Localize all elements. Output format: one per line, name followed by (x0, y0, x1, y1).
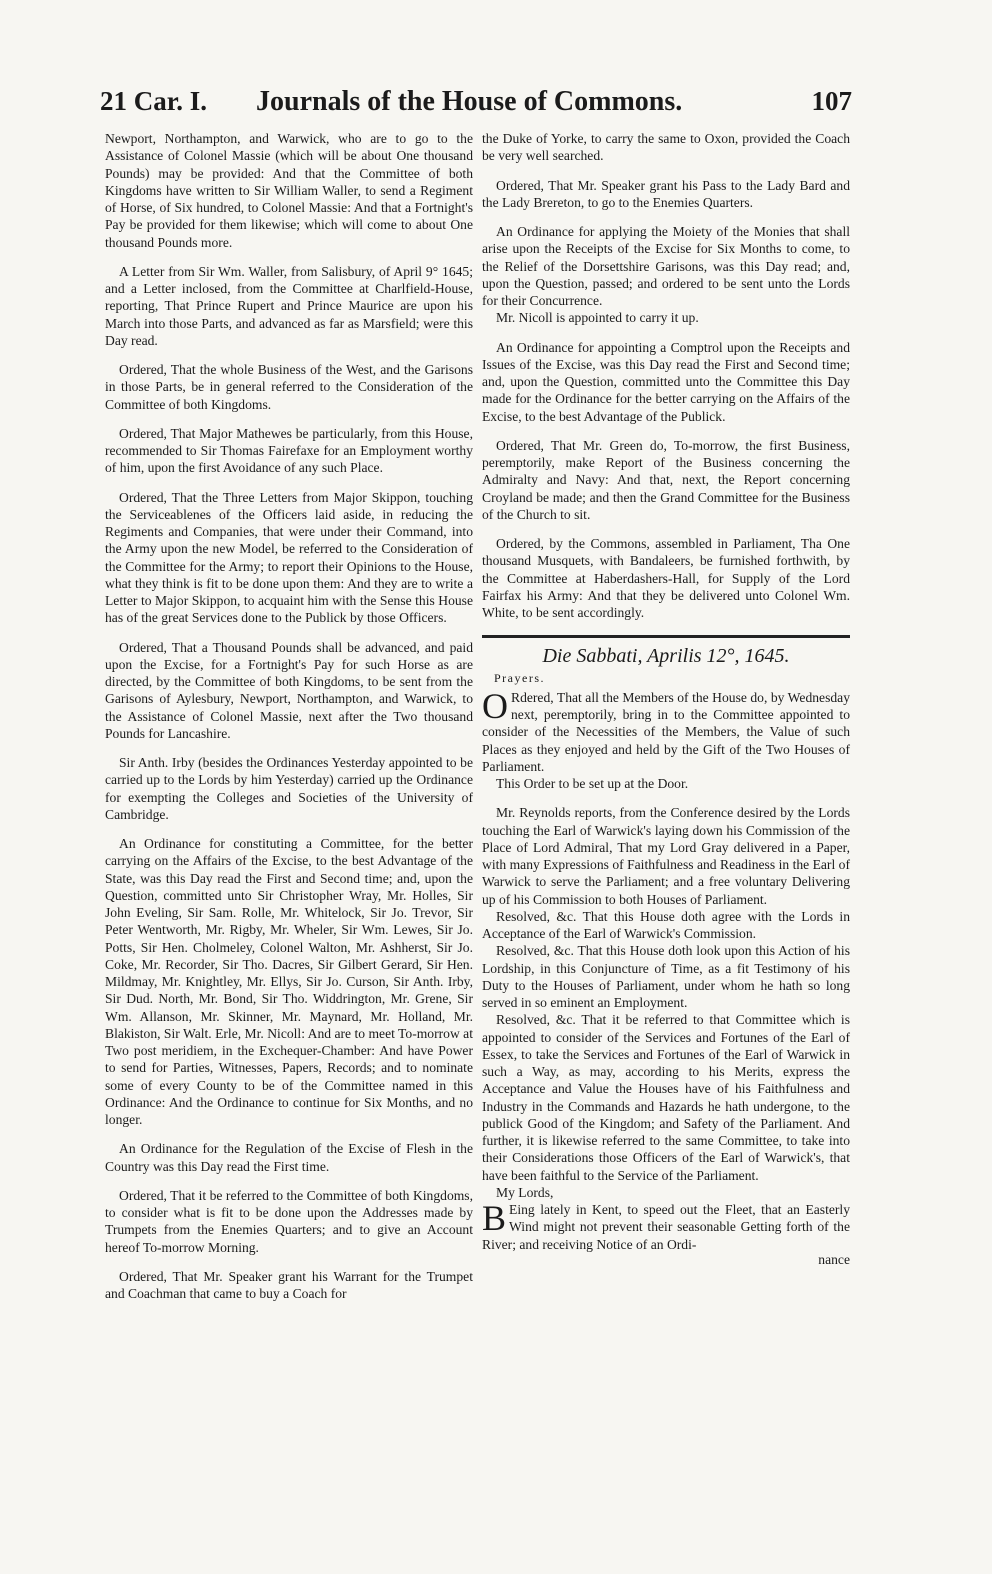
paragraph-text: Rdered, That all the Members of the House do, by Wednesday next, peremptorily, bring in to the Committee appointed to consider of the Necessities of the Members, the Value of such Places as they enjoyed and held by the Gift of the Two Houses of Parliament. (482, 689, 850, 774)
paragraph: Newport, Northampton, and Warwick, who are to go to the Assistance of Colonel Massie (which will be about One thousand Pounds) may be provided: And that the Committee of both Kingdoms have written to Sir William Waller, to send a Regiment of Horse, of Six hundred, to Colonel Massie: And that a Fortnight's Pay be provided for them likewise; which will come to about One thousand Pounds more. (105, 131, 473, 250)
page-number: 107 (811, 86, 852, 116)
letter-salutation: My Lords, (496, 1184, 554, 1200)
paragraph: Ordered, That Major Mathewes be particularly, from this House, recommended to Sir Thomas Fairefaxe for an Employment worthy of him, upon the first Avoidance of any such Place. (105, 425, 473, 476)
paragraph: An Ordinance for applying the Moiety of the Monies that shall arise upon the Receipts of the Excise for Six Months to come, to the Relief of the Dorsettshire Garisons, was this Day read; and, upon the Question, passed; and ordered to be sent unto the Lords for their Concurrence. (482, 224, 850, 308)
paragraph: Sir Anth. Irby (besides the Ordinances Yesterday appointed to be carried up to the Lords by him Yesterday) carried up the Ordinance for exempting the Colleges and Societies of the University of Cambridge. (105, 755, 473, 822)
page-header (100, 86, 852, 128)
paragraph: A Letter from Sir Wm. Waller, from Salisbury, of April 9° 1645; and a Letter inclosed, from the Committee at Charlfield-House, reporting, That Prince Rupert and Prince Maurice are upon his March into those Parts, and advanced as far as Marsfield; were this Day read. (105, 263, 473, 348)
paragraph: An Ordinance for the Regulation of the Excise of Flesh in the Country was this Day read the First time. (105, 1141, 473, 1174)
right-column (482, 130, 850, 1268)
paragraph: Ordered, by the Commons, assembled in Parliament, Tha One thousand Musquets, with Bandaleers, be furnished forthwith, by the Committee at Haberdashers-Hall, for Supply of the Lord Fairfax his Army: And that they be delivered unto Colonel Wm. White, to be sent accordingly. (482, 536, 850, 620)
section-divider (482, 635, 850, 638)
drop-capital: O (482, 685, 508, 726)
paragraph: An Ordinance for constituting a Committee, for the better carrying on the Affairs of the Excise, to the best Advantage of the State, was this Day read the First and Second time; and, upon the Question, committed unto Sir Christopher Wray, Mr. Holles, Sir John Eveling, Sir Sam. Rolle, Mr. Whitelock, Sir Jo. Trevor, Sir Peter Wentworth, Mr. Rigby, Mr. Wheler, Sir Wm. Lewes, Sir Jo. Potts, Sir Hen. Cholmeley, Colonel Walton, Mr. Ashherst, Sir Jo. Coke, Mr. Recorder, Sir Tho. Dacres, Sir Gilbert Gerard, Sir Hen. Mildmay, Mr. Knightley, Mr. Ellys, Sir Jo. Curson, Sir Anth. Irby, Sir Dud. North, Mr. Bond, Sir Tho. Widdrington, Mr. Grene, Sir Wm. Allanson, Mr. Skinner, Mr. Maynard, Mr. Holland, Mr. Blakiston, Sir Walt. Erle, Mr. Nicoll: And are to meet To-morrow at Two post meridiem, in the Exchequer-Chamber: And have Power to send for Parties, Witnesses, Papers, Records; and to nominate some of every County to be of the Committee named in this Ordinance: And the Ordinance to continue for Six Months, and no longer. (105, 836, 473, 1127)
paragraph: Ordered, That the Three Letters from Major Skippon, touching the Serviceablenes of the Officers laid aside, in reducing the Regiments and Companies, that were under their Command, into the Army upon the new Model, be referred to the Consideration of the Committee for the Army; to report their Opinions to the House, what they think is fit to be done upon them: And they are to write a Letter to Major Skippon, to acquaint him with the Sense this House has of the great Services done to the Publick by those Officers. (105, 489, 473, 626)
drop-capital: B (482, 1198, 507, 1238)
paragraph: Ordered, That a Thousand Pounds shall be advanced, and paid upon the Excise, for a Fortnight's Pay for such Horse as are directed, by the Committee of both Kingdoms, to be sent from the Garisons of Aylesbury, Newport, Northampton, and Warwick, to the Assistance of Colonel Massie, next after the Two thousand Pounds for Lancashire. (105, 639, 473, 741)
paragraph: Mr. Reynolds reports, from the Conference desired by the Lords touching the Earl of Warwick's laying down his Commission of the Place of Lord Admiral, That my Lord Gray delivered in a Paper, with many Expressions of Faithfulness and Readiness in the Earl of Warwick to serve the Parliament; and a free voluntary Delivering up of his Commission to both Houses of Parliament. (482, 805, 850, 907)
paragraph: Ordered, That it be referred to the Committee of both Kingdoms, to consider what is fit to be done upon the Addresses made by Trumpets from the Enemies Quarters; and to give an Account hereof To-morrow Morning. (105, 1187, 473, 1255)
journal-title: Journals of the House of Commons. (256, 86, 683, 117)
paragraph (482, 1198, 850, 1253)
paragraph-text: Eing lately in Kent, to speed out the Fleet, that an Easterly Wind might not prevent their seasonable Getting forth of the River; and receiving Notice of an Ordi- (482, 1202, 850, 1252)
paragraph: Resolved, &c. That this House doth look upon this Action of his Lordship, in this Conjuncture of Time, as a fit Testimony of his Duty to the Houses of Parliament, under whom he hath so long served in so eminent an Employment. (482, 943, 850, 1010)
paragraph: This Order to be set up at the Door. (496, 776, 689, 791)
paragraph: Ordered, That Mr. Speaker grant his Pass to the Lady Bard and the Lady Brereton, to go to the Enemies Quarters. (482, 177, 850, 210)
paragraph: Mr. Nicoll is appointed to carry it up. (496, 310, 699, 326)
day-heading: Die Sabbati, Aprilis 12°, 1645. (542, 645, 790, 668)
left-column (105, 130, 473, 1302)
catchword: nance (818, 1251, 850, 1267)
paragraph: the Duke of Yorke, to carry the same to Oxon, provided the Coach be very well searched. (482, 131, 850, 164)
paragraph: Ordered, That Mr. Green do, To-morrow, the first Business, peremptorily, make Report of the Business concerning the Admiralty and Navy: And that, next, the Report concerning Croyland be made; and then the Grand Committee for the Business of the Church to sit. (482, 437, 850, 522)
paragraph: Ordered, That the whole Business of the West, and the Garisons in those Parts, be in general referred to the Consideration of the Committee of both Kingdoms. (105, 362, 473, 412)
paragraph (482, 685, 850, 775)
paragraph: Resolved, &c. That this House doth agree with the Lords in Acceptance of the Earl of Warwick's Commission. (482, 908, 850, 941)
prayers-heading: Prayers. (494, 670, 545, 685)
paragraph: An Ordinance for appointing a Comptrol upon the Receipts and Issues of the Excise, was this Day read the First and Second time; and, upon the Question, committed unto the Committee this Day made for the Ordinance for the better carrying on the Affairs of the Excise, to the best Advantage of the Publick. (482, 339, 850, 424)
paragraph: Resolved, &c. That it be referred to that Committee which is appointed to consider of the Services and Fortunes of the Earl of Essex, to take the Services and Fortunes of the Earl of Warwick in such a Way, as may, according to his Merits, express the Acceptance and Value the Houses have of his Faithfulness and Industry in the Commands and Hazards he hath undergone, to the publick Good of the Kingdom; and Safety of the Parliament. And further, it is likewise referred to the same Committee, to take into their Considerations those Officers of the Earl of Warwick's, that have been faithful to the Service of the Parliament. (482, 1012, 850, 1183)
paragraph: Ordered, That Mr. Speaker grant his Warrant for the Trumpet and Coachman that came to buy a Coach for (105, 1268, 473, 1301)
regnal-year: 21 Car. I. (100, 86, 208, 116)
